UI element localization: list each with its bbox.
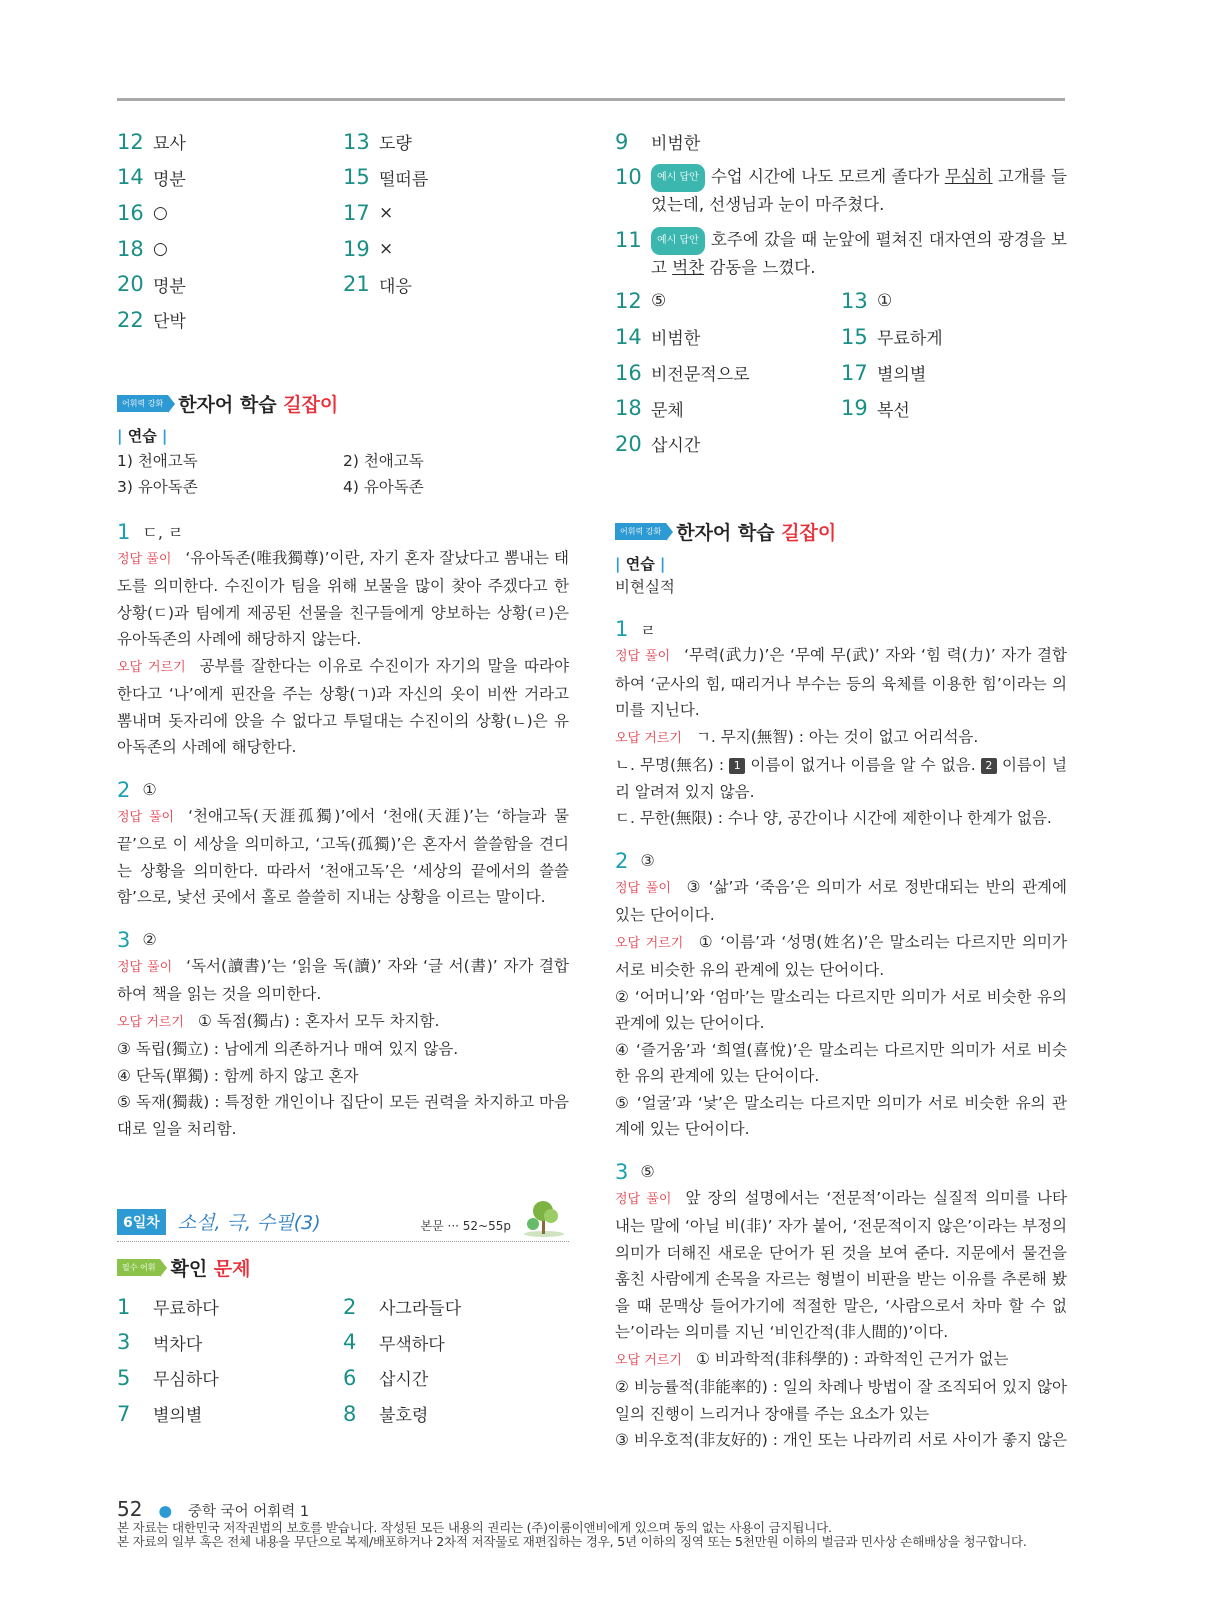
question-2: 2 ③ (615, 848, 655, 873)
wrong-option: ⑤ ‘얼굴’과 ‘낯’은 말소리는 다르지만 의미가 서로 비슷한 유의 관계에 있는 단어이다. (615, 1093, 1067, 1139)
explanation-wrong: 오답 거르기 ① 비과학적(非科學的) : 과학적인 근거가 없는 (615, 1349, 1009, 1368)
tree-icon (521, 1198, 567, 1238)
wrong-option: ⑤ 독재(獨裁) : 특정한 개인이나 집단이 모든 권력을 차지하고 마음대로 일을 처리함. (117, 1093, 569, 1138)
page-number: 52 (117, 1497, 143, 1521)
practice-answers: 1) 천애고독 2) 천애고독 3) 유아독존 4) 유아독존 (117, 451, 424, 497)
practice-label: | 연습 | (615, 554, 666, 573)
answer-item: 9 비범한 (615, 129, 701, 155)
section-header (117, 390, 569, 417)
day-page-ref: 본문 ··· 52~55p (420, 1219, 511, 1233)
answer-item: 10 예시 답안 수업 시간에 나도 모르게 졸다가 무심히 고개를 들었는데, 선생님과 눈이 마주쳤다. (615, 164, 1067, 215)
explanation-correct: 정답 풀이 ③ ‘삶’과 ‘죽음’은 의미가 서로 정반대되는 반의 관계에 있는 단어이다. (615, 877, 1067, 925)
answer-item: 17 × (343, 200, 394, 225)
answer-item: 6 삽시간 (343, 1365, 429, 1391)
day-header (117, 1198, 569, 1242)
right-column (615, 124, 1067, 1454)
question-3: 3 ⑤ (615, 1159, 655, 1184)
explanation-correct: 정답 풀이 ‘무력(武力)’은 ‘무예 무(武)’ 자와 ‘힘 력(力)’ 자가 결합하여 ‘군사의 힘, 때리거나 부수는 등의 육체를 이용한 힘’이라는 의미를 지닌다. (615, 646, 1067, 720)
wrong-option: ④ ‘즐거움’과 ‘희열(喜悅)’은 말소리는 다르지만 의미가 서로 비슷한 유의 관계에 있는 단어이다. (615, 1040, 1067, 1086)
explanation-correct: 정답 풀이 ‘독서(讀書)’는 ‘읽을 독(讀)’ 자와 ‘글 서(書)’ 자가 결합하여 책을 읽는 것을 의미한다. (117, 956, 569, 1004)
explanation-wrong: 오답 거르기 ① 독점(獨占) : 혼자서 모두 차지함. (117, 1011, 440, 1030)
answer-item: 7 별의별 (117, 1401, 203, 1427)
answer-item: 16 ○ (117, 200, 168, 225)
example-badge: 예시 답안 (651, 227, 705, 256)
answer-grid-top (117, 124, 569, 338)
section-title: 한자어 학습 길잡이 (676, 521, 837, 544)
left-column (117, 124, 569, 1142)
answer-item: 20 삽시간 (615, 431, 701, 457)
example-badge: 예시 답안 (651, 164, 705, 193)
check-answers (117, 1289, 569, 1431)
section-tag: 어휘력 강화 (117, 395, 168, 412)
top-rule (117, 98, 1065, 101)
copyright-line: 본 자료의 일부 혹은 전체 내용을 무단으로 복제/배포하거나 2차적 저작물로 재편집하는 경우, 5년 이하의 징역 또는 5천만원 이하의 벌금과 민사상 손해배상을 청구합니다. (117, 1534, 1027, 1549)
explanation-correct: 정답 풀이 앞 장의 설명에서는 ‘전문적’이라는 실질적 의미를 나타내는 말에 ‘아닐 비(非)’ 자가 붙어, ‘전문적이지 않은’이라는 부정의 의미가 더해진 새로운 단어가 된 것을 보여 준다. 지문에서 물건을 훔친 사람에게 손목을 자르는 형벌이 비판을 받는 이유를 추론해 봤을 때 문맥상 들어가기에 적절한 말은, ‘사람으로서 차마 할 수 없는’이라는 의미를 지닌 ‘비인간적(非人間的)’이다. (615, 1188, 1067, 1342)
answer-item: 8 불호령 (343, 1401, 429, 1427)
answer-item: 18 ○ (117, 236, 168, 261)
explanation-wrong: 오답 거르기 ① ‘이름’과 ‘성명(姓名)’은 말소리는 다르지만 의미가 서로 비슷한 유의 관계에 있는 단어이다. (615, 932, 1067, 980)
answer-item: 5 무심하다 (117, 1365, 219, 1391)
answer-item: 20 명분 (117, 272, 186, 297)
answer-item: 13 ① (841, 289, 893, 314)
day-title: 소설, 극, 수필(3) (177, 1212, 321, 1234)
section-title: 한자어 학습 길잡이 (178, 393, 339, 416)
wrong-option: ㄴ. 무명(無名) : 1 이름이 없거나 이름을 알 수 없음. 2 이름이 널리 알려져 있지 않음. (615, 756, 1067, 801)
answer-item: 12 묘사 (117, 129, 186, 155)
answer-item: 11 예시 답안 호주에 갔을 때 눈앞에 펼쳐진 대자연의 광경을 보고 벅찬 감동을 느꼈다. (615, 227, 1067, 278)
wrong-option: ㄷ. 무한(無限) : 수나 양, 공간이나 시간에 제한이나 한계가 없음. (615, 809, 1052, 828)
footer (117, 1497, 1117, 1549)
check-section (117, 1254, 569, 1431)
section-header (615, 518, 1067, 545)
answer-item: 17 별의별 (841, 360, 927, 386)
wrong-option: ② ‘어머니’와 ‘엄마’는 말소리는 다르지만 의미가 서로 비슷한 유의 관계에 있는 단어이다. (615, 987, 1067, 1033)
answer-item: 15 떨떠름 (343, 165, 429, 190)
wrong-option: ③ 독립(獨立) : 남에게 의존하거나 매여 있지 않음. (117, 1040, 459, 1059)
question-3: 3 ② (117, 927, 157, 952)
answer-item: 19 복선 (841, 396, 910, 421)
explanation-correct: 정답 풀이 ‘유아독존(唯我獨尊)’이란, 자기 혼자 잘났다고 뽐내는 태도를 의미한다. 수진이가 팀을 위해 보물을 많이 찾아 주겠다고 한 상황(ㄷ)과 팀에게 제공된 선물을 친구들에게 양보하는 상황(ㄹ)은 유아독존의 사례에 해당하지 않는다. (117, 548, 569, 649)
wrong-option: ② 비능률적(非能率的) : 일의 차례나 방법이 잘 조직되어 있지 않아 일의 진행이 느리거나 장애를 주는 요소가 있는 (615, 1378, 1067, 1423)
question-1: 1 ㄹ (615, 617, 656, 642)
explanation-correct: 정답 풀이 ‘천애고독(天涯孤獨)’에서 ‘천애(天涯)’는 ‘하늘과 물끝’으로 이 세상을 의미하고, ‘고독(孤獨)’은 혼자서 쓸쓸함을 견디는 상황을 의미한다. 따라서 ‘천애고독’은 ‘세상의 끝에서의 쓸쓸함’으로, 낯선 곳에서 홀로 쓸쓸히 지내는 상황을 이르는 말이다. (117, 806, 569, 907)
section-tag: 어휘력 강화 (615, 523, 666, 540)
answer-grid-right (615, 284, 1067, 462)
book-title: 중학 국어 어휘력 1 (187, 1504, 310, 1520)
check-title: 확인 문제 (170, 1258, 251, 1280)
answer-item: 1 무료하다 (117, 1294, 219, 1320)
answer-item: 21 대응 (343, 272, 412, 297)
practice-answer: 비현실적 (615, 577, 675, 596)
answer-item: 15 무료하게 (841, 324, 943, 350)
answer-item: 14 비범한 (615, 324, 701, 350)
wrong-option: ④ 단독(單獨) : 함께 하지 않고 혼자 (117, 1066, 359, 1085)
copyright-line: 본 자료는 대한민국 저작권법의 보호를 받습니다. 작성된 모든 내용의 권리는 (주)이룸이앤비에게 있으며 동의 없는 사용이 금지됩니다. (117, 1520, 832, 1535)
bullet-icon: ● (158, 1502, 172, 1520)
answer-item: 18 문체 (615, 396, 684, 421)
answer-item: 16 비전문적으로 (615, 360, 750, 386)
wrong-option: ③ 비우호적(非友好的) : 개인 또는 나라끼리 서로 사이가 좋지 않은 (615, 1431, 1067, 1450)
day-badge: 6일차 (117, 1209, 166, 1235)
question-2: 2 ① (117, 777, 157, 802)
explanation-wrong: 오답 거르기 ㄱ. 무지(無智) : 아는 것이 없고 어리석음. (615, 727, 979, 746)
check-header (117, 1254, 569, 1281)
explanation-wrong: 오답 거르기 공부를 잘한다는 이유로 수진이가 자기의 말을 따라야 한다고 ‘나’에게 핀잔을 주는 상황(ㄱ)과 자신의 옷이 비싼 거라고 뽐내며 돗자리에 앉을 수 없다고 투덜대는 수진이의 상황(ㄴ)은 유아독존의 사례에 해당한다. (117, 656, 569, 757)
answer-item: 19 × (343, 236, 394, 261)
question-1: 1 ㄷ, ㄹ (117, 519, 184, 544)
answer-item: 14 명분 (117, 165, 186, 190)
answer-item: 3 벅차다 (117, 1330, 203, 1355)
answer-item: 12 ⑤ (615, 289, 667, 314)
practice-label: | 연습 | (117, 426, 168, 445)
answer-item: 22 단박 (117, 307, 186, 333)
answer-item: 13 도량 (343, 129, 412, 155)
check-tag: 필수 어휘 (117, 1259, 160, 1276)
answer-item: 4 무색하다 (343, 1330, 445, 1355)
answer-item: 2 사그라들다 (343, 1294, 462, 1320)
